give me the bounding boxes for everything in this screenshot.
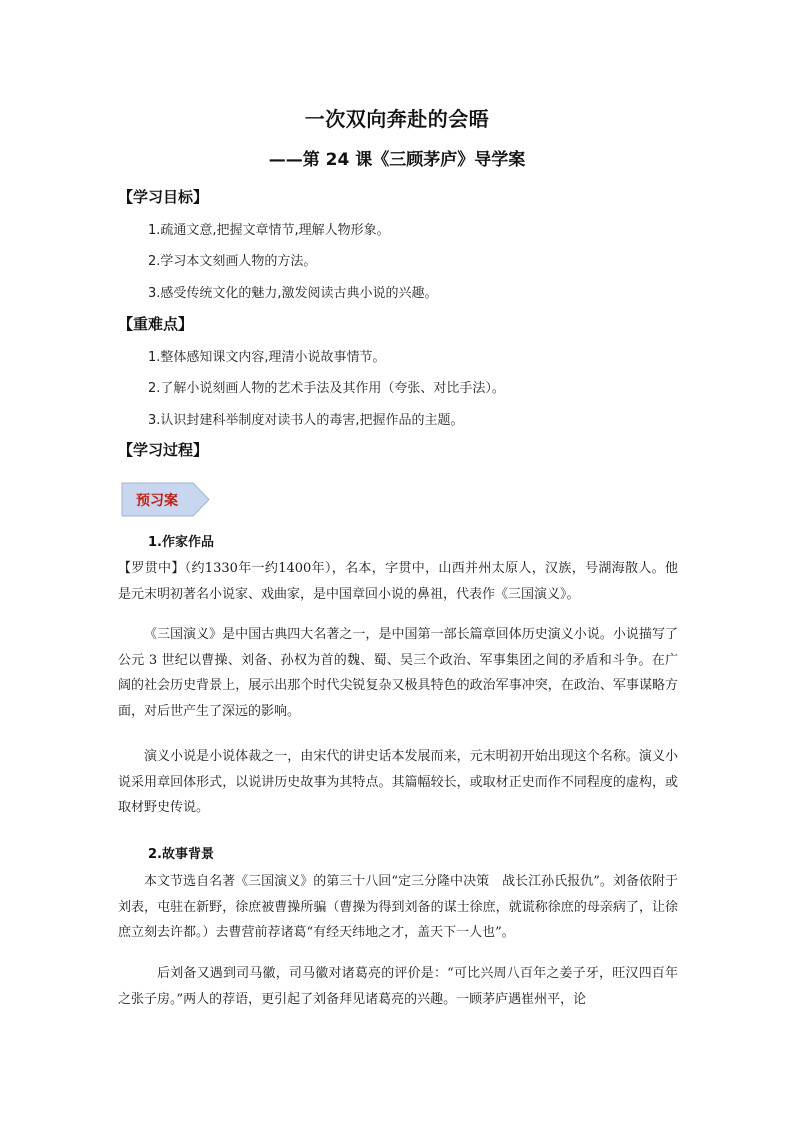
process-heading: 【学习过程】: [118, 441, 209, 459]
novel-paragraph: 《三国演义》是中国古典四大名著之一，是中国第一部长篇章回体历史演义小说。小说描写了公元 3 世纪以曹操、刘备、孙权为首的魏、蜀、吴三个政治、军事集团之间的矛盾和斗争。在广阔的社会历史背景上，展示出那个时代尖锐复杂又极具特色的政治军事冲突，在政治、军事谋略方面，对后世产生了深远的影响。: [118, 627, 678, 719]
objective-item: 1.疏通文意,把握文章情节,理解人物形象。: [148, 223, 390, 238]
document-subtitle: ——第 24 课《三顾茅庐》导学案: [268, 150, 526, 170]
preview-badge: [121, 482, 211, 517]
author-paragraph: 【罗贯中】（约1330年一约1400年），名本，字贯中，山西并州太原人，汉族，号湖海散人。他是元末明初著名小说家、戏曲家，是中国章回小说的鼻祖，代表作《三国演义》。: [118, 561, 678, 602]
author-section-title: 1.作家作品: [148, 535, 214, 550]
key-points-heading: 【重难点】: [118, 315, 194, 333]
key-point-item: 2.了解小说刻画人物的艺术手法及其作用（夸张、对比手法）。: [148, 381, 505, 396]
objective-item: 3.感受传统文化的魅力,激发阅读古典小说的兴趣。: [148, 286, 438, 301]
background-section-title: 2.故事背景: [148, 847, 214, 862]
preview-badge-label: 预习案: [136, 493, 178, 509]
background-paragraph: 后刘备又遇到司马徽，司马徽对诸葛亮的评价是：“可比兴周八百年之姜子牙，旺汉四百年之张子房。”两人的荐语，更引起了刘备拜见诸葛亮的兴趣。一顾茅庐遇崔州平，论: [118, 966, 678, 1007]
genre-paragraph: 演义小说是小说体裁之一，由宋代的讲史话本发展而来，元末明初开始出现这个名称。演义小说采用章回体形式，以说讲历史故事为其特点。其篇幅较长，或取材正史而作不同程度的虚构，或取材野史传说。: [118, 749, 678, 815]
key-point-item: 3.认识封建科举制度对读书人的毒害,把握作品的主题。: [148, 413, 464, 428]
document-title: 一次双向奔赴的会晤: [304, 107, 490, 131]
background-paragraph: 本文节选自名著《三国演义》的第三十八回“定三分隆中决策 战长江孙氏报仇”。刘备依附于刘表，屯驻在新野，徐庶被曹操所骗（曹操为得到刘备的谋士徐庶，就谎称徐庶的母亲病了，让徐庶立刻去许都。）去曹营前荐诸葛“有经天纬地之才，盖天下一人也”。: [118, 874, 678, 940]
key-point-item: 1.整体感知课文内容,理清小说故事情节。: [148, 350, 386, 365]
objective-item: 2.学习本文刻画人物的方法。: [148, 254, 317, 269]
objectives-heading: 【学习目标】: [118, 188, 209, 206]
